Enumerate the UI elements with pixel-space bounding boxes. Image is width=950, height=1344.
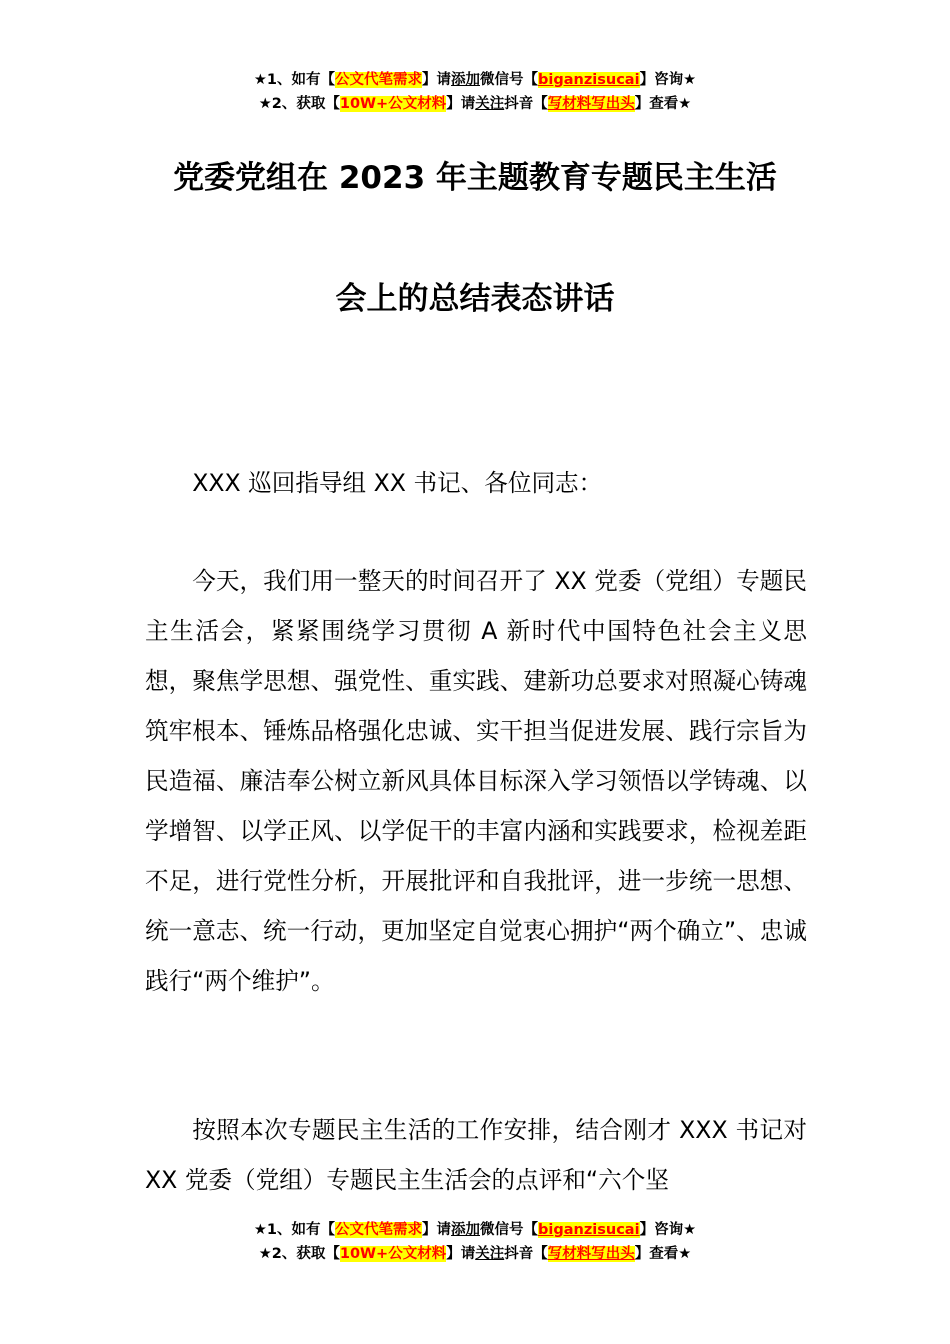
- banner-line-2: [0, 92, 950, 116]
- banner-text: 】咨询★: [639, 72, 697, 88]
- banner-text: 】请: [446, 96, 476, 112]
- banner-douyin-id: 写材料写出头: [547, 1246, 635, 1262]
- banner-highlight: 公文代笔需求: [335, 1222, 423, 1238]
- banner-text: 】查看★: [634, 96, 692, 112]
- banner-line-2: [0, 1242, 950, 1266]
- banner-text: ★2、获取【: [258, 96, 340, 112]
- banner-text: 抖音【: [504, 96, 548, 112]
- banner-wechat-id: biganzisucai: [538, 1222, 640, 1238]
- banner-highlight: 10W+公文材料: [339, 1246, 447, 1262]
- document-title-line-1: 党委党组在 2023 年主题教育专题民主生活: [173, 160, 777, 196]
- document-title-line-2: 会上的总结表态讲话: [335, 281, 615, 317]
- footer-banner: [0, 1218, 950, 1266]
- paragraph-1: [145, 556, 807, 1006]
- banner-text: ★1、如有【: [253, 1222, 336, 1238]
- banner-text: 】请: [422, 72, 452, 88]
- banner-text: 抖音【: [504, 1246, 548, 1262]
- banner-underlined-text: 添加: [451, 1222, 481, 1238]
- banner-line-1: [0, 68, 950, 92]
- banner-highlight: 10W+公文材料: [339, 96, 447, 112]
- banner-highlight: 公文代笔需求: [335, 72, 423, 88]
- banner-line-1: [0, 1218, 950, 1242]
- banner-text: ★2、获取【: [258, 1246, 340, 1262]
- banner-underlined-text: 关注: [475, 96, 505, 112]
- salutation: [145, 458, 807, 508]
- banner-wechat-id: biganzisucai: [538, 72, 640, 88]
- banner-text: 】请: [422, 1222, 452, 1238]
- paragraph-text: 按照本次专题民主生活的工作安排，结合刚才 XXX 书记对 XX 党委（党组）专题民主生活会的点评和“六个坚: [145, 1116, 807, 1194]
- banner-text: 】请: [446, 1246, 476, 1262]
- banner-douyin-id: 写材料写出头: [547, 96, 635, 112]
- banner-text: 】查看★: [634, 1246, 692, 1262]
- banner-underlined-text: 添加: [451, 72, 481, 88]
- banner-text: ★1、如有【: [253, 72, 336, 88]
- paragraph-text: 今天，我们用一整天的时间召开了 XX 党委（党组）专题民主生活会，紧紧围绕学习贯彻 A 新时代中国特色社会主义思想，聚焦学思想、强党性、重实践、建新功总要求对照凝心铸魂筑牢根本、锤炼品格强化忠诚、实干担当促进发展、践行宗旨为民造福、廉洁奉公树立新风具体目标深入学习领悟以学铸魂、以学增智、以学正风、以学促干的丰富内涵和实践要求，检视差距不足，进行党性分析，开展批评和自我批评，进一步统一思想、统一意志、统一行动，更加坚定自觉衷心拥护“两个确立”、忠诚践行“两个维护”。: [145, 567, 807, 995]
- banner-text: 微信号【: [480, 72, 539, 88]
- banner-text: 微信号【: [480, 1222, 539, 1238]
- salutation-text: XXX 巡回指导组 XX 书记、各位同志：: [192, 469, 603, 497]
- banner-text: 】咨询★: [639, 1222, 697, 1238]
- header-banner: [0, 68, 950, 116]
- banner-underlined-text: 关注: [475, 1246, 505, 1262]
- paragraph-2: [145, 1105, 807, 1205]
